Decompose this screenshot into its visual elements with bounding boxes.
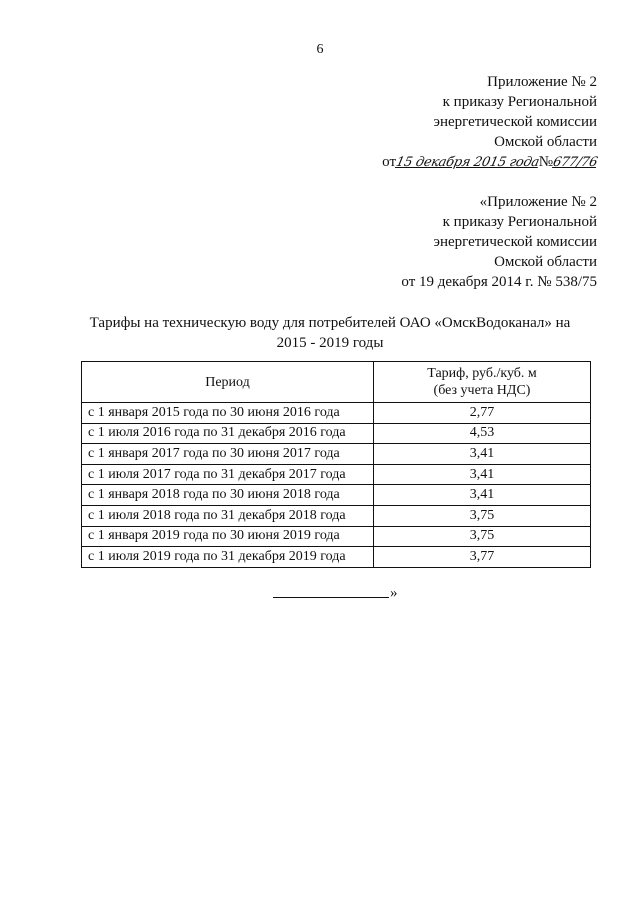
original-appendix-region-line: Омской области: [494, 254, 597, 270]
title-line-1: Тарифы на техническую воду для потребителей ОАО «ОмскВодоканал» на: [89, 315, 571, 331]
tariff-cell: 3,41: [374, 464, 591, 485]
table-row: [82, 485, 591, 506]
table-row: [82, 547, 591, 568]
period-cell: с 1 июля 2019 года по 31 декабря 2019 года: [82, 547, 374, 568]
table-row: [82, 526, 591, 547]
number-prefix: №: [538, 154, 554, 170]
appendix-order-line: к приказу Региональной: [442, 94, 597, 110]
original-appendix-order-line: к приказу Региональной: [442, 214, 597, 230]
original-appendix-date-line: от 19 декабря 2014 г. № 538/75: [401, 274, 597, 290]
document-title: [70, 313, 590, 353]
appendix-commission-line: энергетической комиссии: [433, 114, 597, 130]
tariff-cell: 3,41: [374, 485, 591, 506]
table-header-row: [82, 362, 591, 403]
appendix-header: [382, 72, 597, 173]
header-tariff-line-1: Тариф, руб./куб. м: [427, 366, 537, 381]
original-appendix-header: [401, 192, 597, 292]
period-cell: с 1 января 2018 года по 30 июня 2018 года: [82, 485, 374, 506]
tariff-cell: 3,77: [374, 547, 591, 568]
period-cell: с 1 июля 2018 года по 31 декабря 2018 года: [82, 505, 374, 526]
original-appendix-commission-line: энергетической комиссии: [433, 234, 597, 250]
period-cell: с 1 января 2017 года по 30 июня 2017 года: [82, 444, 374, 465]
header-tariff-line-2: (без учета НДС): [433, 383, 531, 398]
tariff-cell: 3,75: [374, 526, 591, 547]
tariff-table: [81, 361, 591, 568]
closing-rule: [273, 597, 389, 598]
appendix-date-line: [382, 152, 597, 173]
period-cell: с 1 июля 2016 года по 31 декабря 2016 года: [82, 423, 374, 444]
table-row: [82, 505, 591, 526]
tariff-cell: 3,75: [374, 505, 591, 526]
period-cell: с 1 января 2015 года по 30 июня 2016 года: [82, 403, 374, 424]
appendix-region-line: Омской области: [494, 134, 597, 150]
period-cell: с 1 января 2019 года по 30 июня 2019 года: [82, 526, 374, 547]
table-row: [82, 423, 591, 444]
handwritten-number: 677/76: [551, 155, 599, 170]
title-line-2: 2015 - 2019 годы: [276, 335, 384, 351]
period-cell: с 1 июля 2017 года по 31 декабря 2017 года: [82, 464, 374, 485]
tariff-cell: 3,41: [374, 444, 591, 465]
tariff-cell: 2,77: [374, 403, 591, 424]
handwritten-date: 15 декабря 2015 года: [394, 155, 541, 170]
closing-quote: »: [390, 585, 398, 601]
table-row: [82, 464, 591, 485]
closing-mark: [273, 585, 403, 601]
original-appendix-title: «Приложение № 2: [479, 194, 597, 210]
page-number: 6: [316, 42, 324, 57]
header-period: Период: [82, 362, 374, 403]
appendix-title: Приложение № 2: [487, 74, 597, 90]
date-prefix: от: [382, 154, 397, 170]
header-tariff: [374, 362, 591, 403]
table-row: [82, 403, 591, 424]
tariff-cell: 4,53: [374, 423, 591, 444]
table-row: [82, 444, 591, 465]
